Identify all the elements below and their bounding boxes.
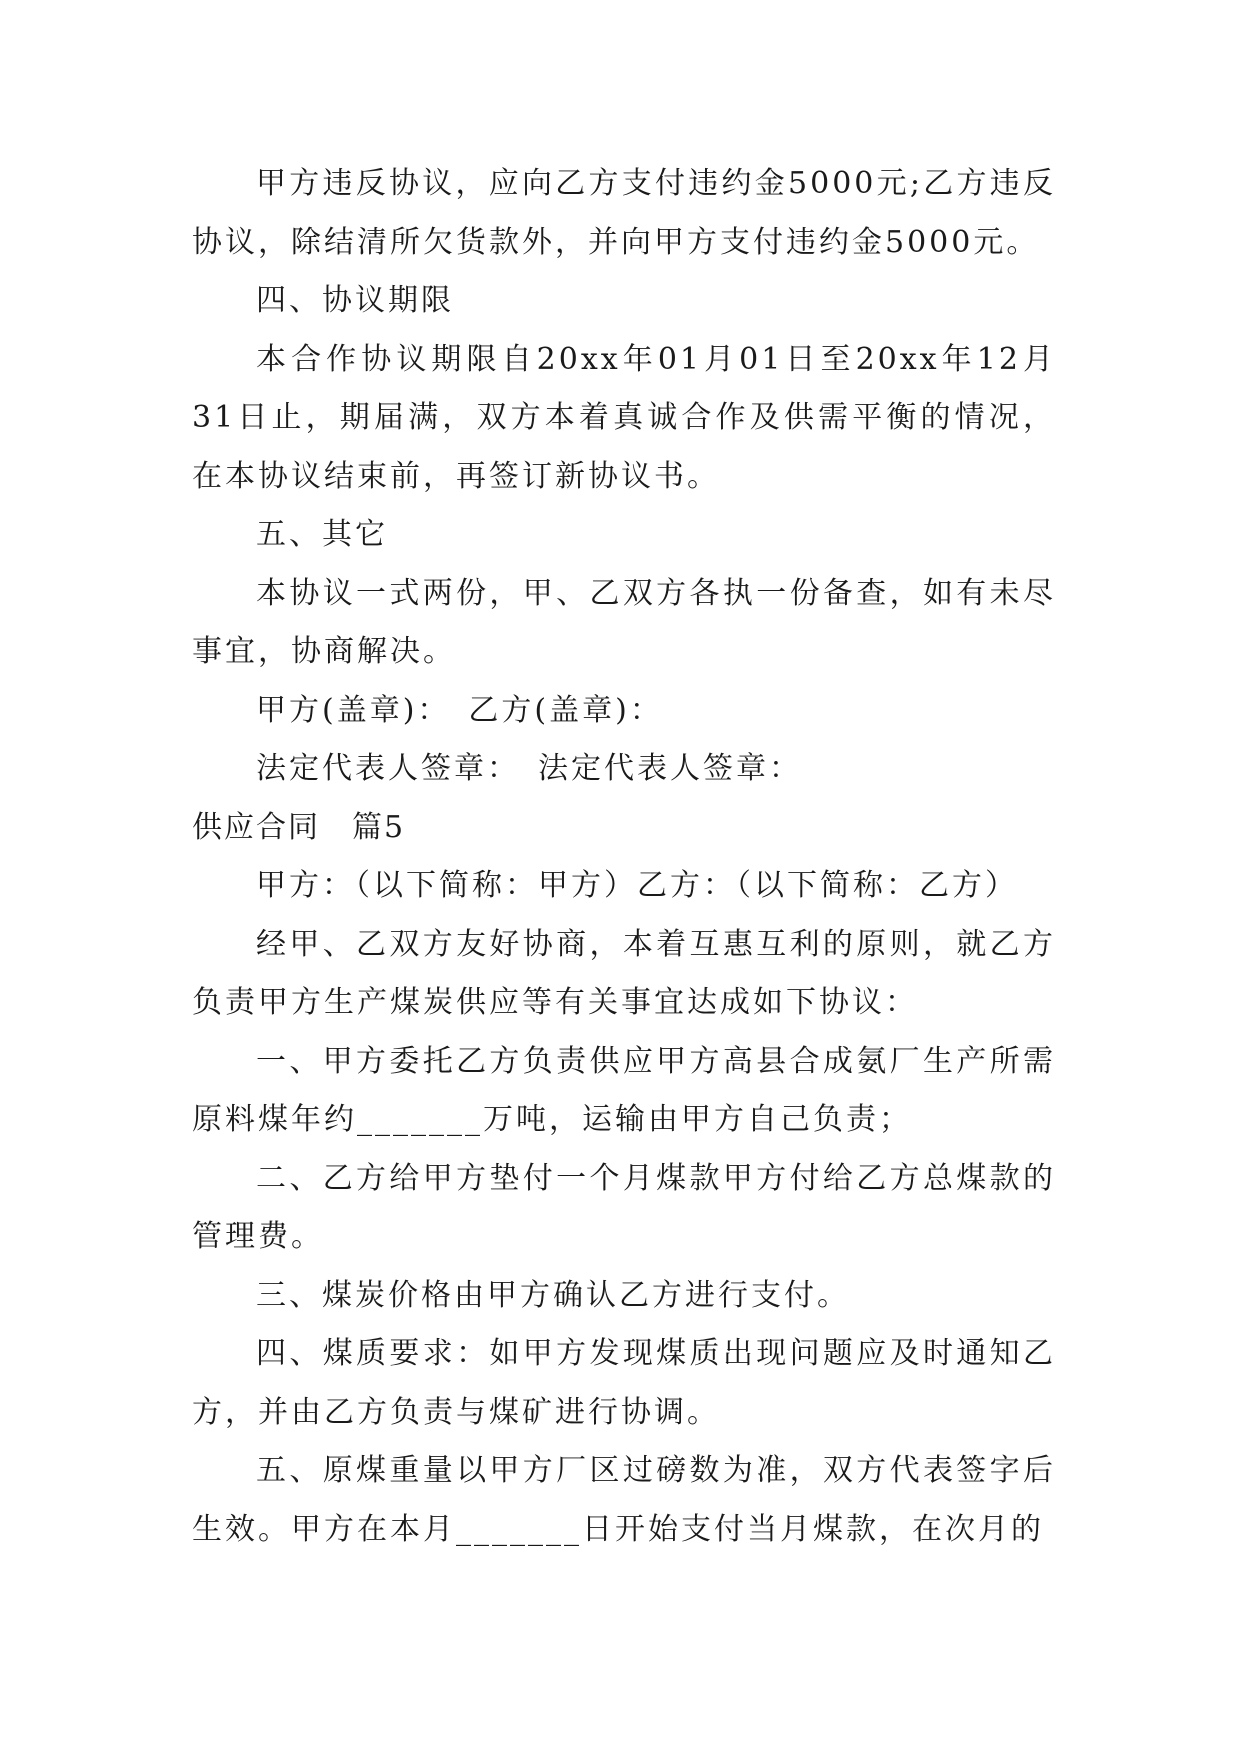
paragraph-copies: 本协议一式两份，甲、乙双方各执一份备查，如有未尽事宜，协商解决。 bbox=[192, 575, 1056, 669]
paragraph-seals: 甲方(盖章)： 乙方(盖章)： bbox=[256, 692, 663, 728]
paragraph-signatures: 法定代表人签章： 法定代表人签章： bbox=[256, 751, 802, 786]
clause-1: 一、甲方委托乙方负责供应甲方高县合成氨厂生产所需原料煤年约_______万吨，运输由甲方自己负责； bbox=[192, 1043, 1056, 1137]
document-body bbox=[192, 155, 1056, 1559]
clause-5: 五、原煤重量以甲方厂区过磅数为准，双方代表签字后生效。甲方在本月_______日开始支付当月煤款，在次月的 bbox=[192, 1453, 1056, 1547]
paragraph-parties: 甲方：（以下简称：甲方）乙方：（以下简称：乙方） bbox=[256, 868, 1018, 903]
clause-2: 二、乙方给甲方垫付一个月煤款甲方付给乙方总煤款的管理费。 bbox=[192, 1160, 1056, 1254]
clause-3: 三、煤炭价格由甲方确认乙方进行支付。 bbox=[256, 1277, 850, 1313]
paragraph-penalty: 甲方违反协议，应向乙方支付违约金5000元;乙方违反协议，除结清所欠货款外，并向甲方支付违约金5000元。 bbox=[192, 166, 1056, 260]
paragraph-agreement-term: 本合作协议期限自20xx年01月01日至20xx年12月31日止，期届满，双方本着真诚合作及供需平衡的情况，在本协议结束前，再签订新协议书。 bbox=[192, 341, 1056, 494]
paragraph-preamble: 经甲、乙双方友好协商，本着互惠互利的原则，就乙方负责甲方生产煤炭供应等有关事宜达成如下协议： bbox=[192, 926, 1056, 1020]
heading-others: 五、其它 bbox=[256, 517, 388, 552]
heading-agreement-term: 四、协议期限 bbox=[256, 283, 454, 318]
clause-4: 四、煤质要求：如甲方发现煤质出现问题应及时通知乙方，并由乙方负责与煤矿进行协调。 bbox=[192, 1336, 1056, 1430]
section-title: 供应合同 篇5 bbox=[192, 809, 406, 845]
